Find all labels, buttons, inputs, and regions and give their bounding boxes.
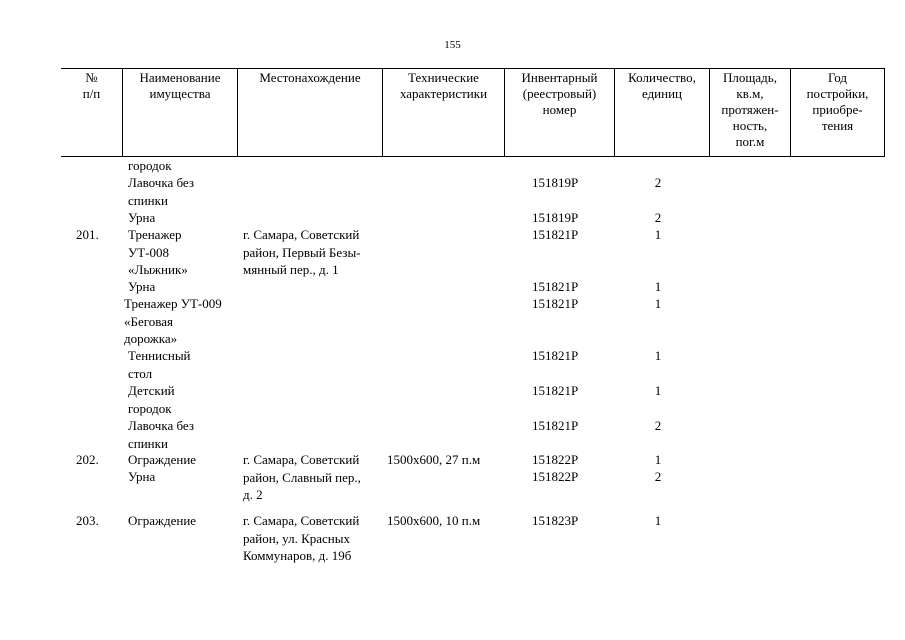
row-location: г. Самара, Советский район, Славный пер., д. 2 bbox=[243, 452, 361, 502]
row-quantity: 2 bbox=[654, 469, 662, 484]
header-inventory: Инвентарный (реестровый) номер bbox=[504, 69, 614, 156]
row-name: Урна bbox=[128, 210, 156, 225]
header-number: № п/п bbox=[82, 70, 101, 101]
row-location: г. Самара, Советский район, Первый Безы- мянный пер., д. 1 bbox=[243, 227, 361, 277]
header-tech: Технические характеристики bbox=[382, 69, 504, 156]
row-quantity: 2 bbox=[654, 418, 662, 433]
row-tech: 1500х600, 10 п.м bbox=[387, 513, 481, 528]
row-quantity: 2 bbox=[654, 210, 662, 225]
row-inventory: 151821Р bbox=[532, 383, 579, 398]
row-inventory: 151822Р bbox=[532, 469, 579, 484]
row-inventory: 151821Р bbox=[532, 279, 579, 294]
row-name: Лавочка без спинки bbox=[128, 175, 194, 208]
row-name: Ограждение bbox=[128, 452, 197, 467]
row-quantity: 1 bbox=[654, 383, 662, 398]
row-inventory: 151819Р bbox=[532, 175, 579, 190]
row-name: Тренажер УТ-009 «Беговая дорожка» bbox=[124, 296, 222, 346]
row-name: Урна bbox=[128, 279, 156, 294]
row-name: Тренажер УТ-008 «Лыжник» bbox=[128, 227, 188, 277]
row-name: Детский городок bbox=[128, 383, 175, 416]
row-location: г. Самара, Советский район, ул. Красных Коммунаров, д. 19б bbox=[243, 513, 360, 563]
row-inventory: 151822Р bbox=[532, 452, 579, 467]
row-inventory: 151821Р bbox=[532, 348, 579, 363]
row-number: 201. bbox=[76, 227, 99, 242]
header-quantity: Количество, единиц bbox=[614, 69, 709, 156]
row-name: Ограждение bbox=[128, 513, 197, 528]
page-number: 155 bbox=[444, 39, 461, 51]
row-inventory: 151821Р bbox=[532, 296, 579, 311]
row-quantity: 1 bbox=[654, 227, 662, 242]
row-tech: 1500х600, 27 п.м bbox=[387, 452, 481, 467]
header-name: Наименование имущества bbox=[122, 69, 237, 156]
row-name: городок bbox=[128, 158, 172, 173]
row-quantity: 2 bbox=[654, 175, 662, 190]
row-quantity: 1 bbox=[654, 279, 662, 294]
row-quantity: 1 bbox=[654, 348, 662, 363]
row-inventory: 151819Р bbox=[532, 210, 579, 225]
header-area: Площадь, кв.м, протяжен- ность, пог.м bbox=[709, 69, 790, 156]
row-quantity: 1 bbox=[654, 513, 662, 528]
row-number: 202. bbox=[76, 452, 99, 467]
row-name: Лавочка без спинки bbox=[128, 418, 194, 451]
table-header bbox=[61, 68, 885, 157]
header-year: Год постройки, приобре- тения bbox=[790, 69, 885, 156]
row-name: Урна bbox=[128, 469, 156, 484]
header-location: Местонахождение bbox=[237, 69, 382, 156]
row-name: Теннисный стол bbox=[128, 348, 191, 381]
row-quantity: 1 bbox=[654, 296, 662, 311]
row-number: 203. bbox=[76, 513, 99, 528]
row-inventory: 151821Р bbox=[532, 227, 579, 242]
row-inventory: 151823Р bbox=[532, 513, 579, 528]
row-quantity: 1 bbox=[654, 452, 662, 467]
row-inventory: 151821Р bbox=[532, 418, 579, 433]
